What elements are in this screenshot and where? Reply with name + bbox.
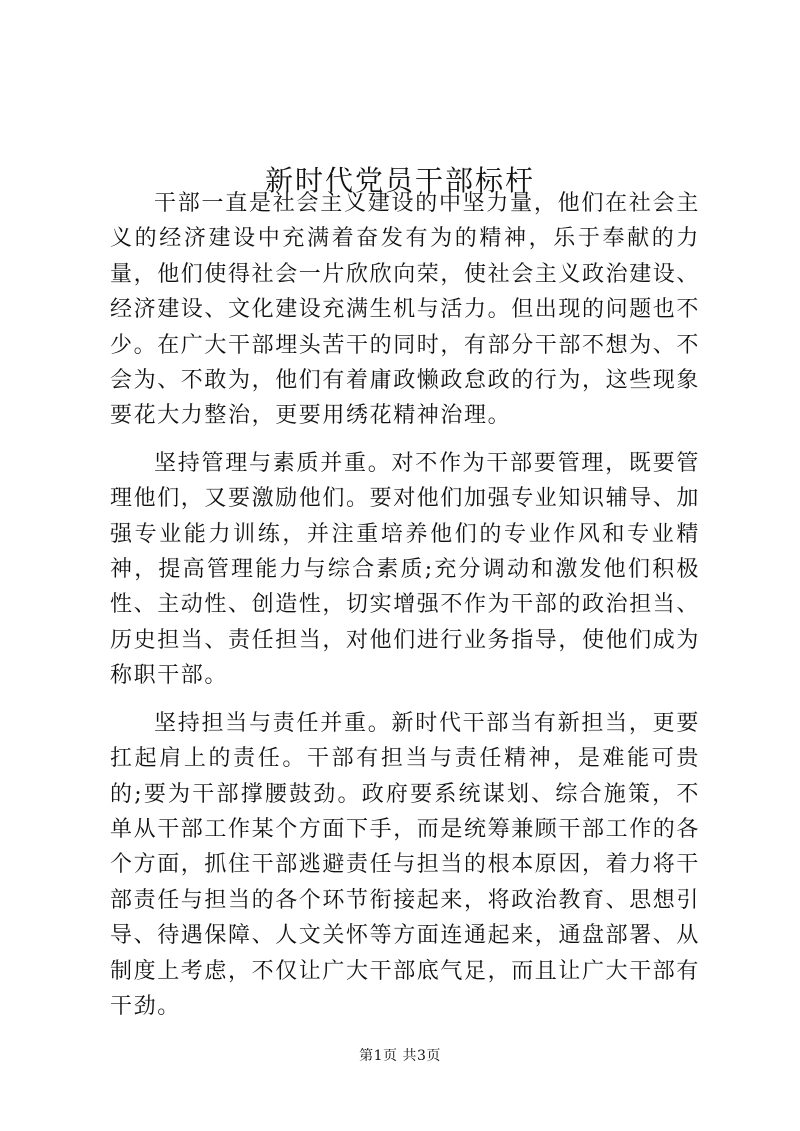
page-footer: 第1页 共3页 (359, 1048, 441, 1064)
paragraph-1: 干部一直是社会主义建设的中坚力量，他们在社会主义的经济建设中充满着奋发有为的精神，乐于奉献的力量，他们使得社会一片欣欣向荣，使社会主义政治建设、经济建设、文化建设充满生机与活力。但出现的问题也不少。在广大干部埋头苦干的同时，有部分干部不想为、不会为、不敢为，他们有着庸政懒政怠政的行为，这些现象要花大力整治，更要用绣花精神治理。 (110, 191, 701, 429)
paragraph-2: 坚持管理与素质并重。对不作为干部要管理，既要管理他们，又要激励他们。要对他们加强专业知识辅导、加强专业能力训练，并注重培养他们的专业作风和专业精神，提高管理能力与综合素质;充分调动和激发他们积极性、主动性、创造性，切实增强不作为干部的政治担当、历史担当、责任担当，对他们进行业务指导，使他们成为称职干部。 (110, 450, 701, 689)
document-title: 新时代党员干部标杆 (264, 163, 535, 197)
paragraph-3: 坚持担当与责任并重。新时代干部当有新担当，更要扛起肩上的责任。干部有担当与责任精神，是难能可贵的;要为干部撑腰鼓劲。政府要系统谋划、综合施策，不单从干部工作某个方面下手，而是统筹兼顾干部工作的各个方面，抓住干部逃避责任与担当的根本原因，着力将干部责任与担当的各个环节衔接起来，将政治教育、思想引导、待遇保障、人文关怀等方面连通起来，通盘部署、从制度上考虑，不仅让广大干部底气足，而且让广大干部有干劲。 (110, 710, 701, 1019)
document-body (110, 186, 700, 1036)
